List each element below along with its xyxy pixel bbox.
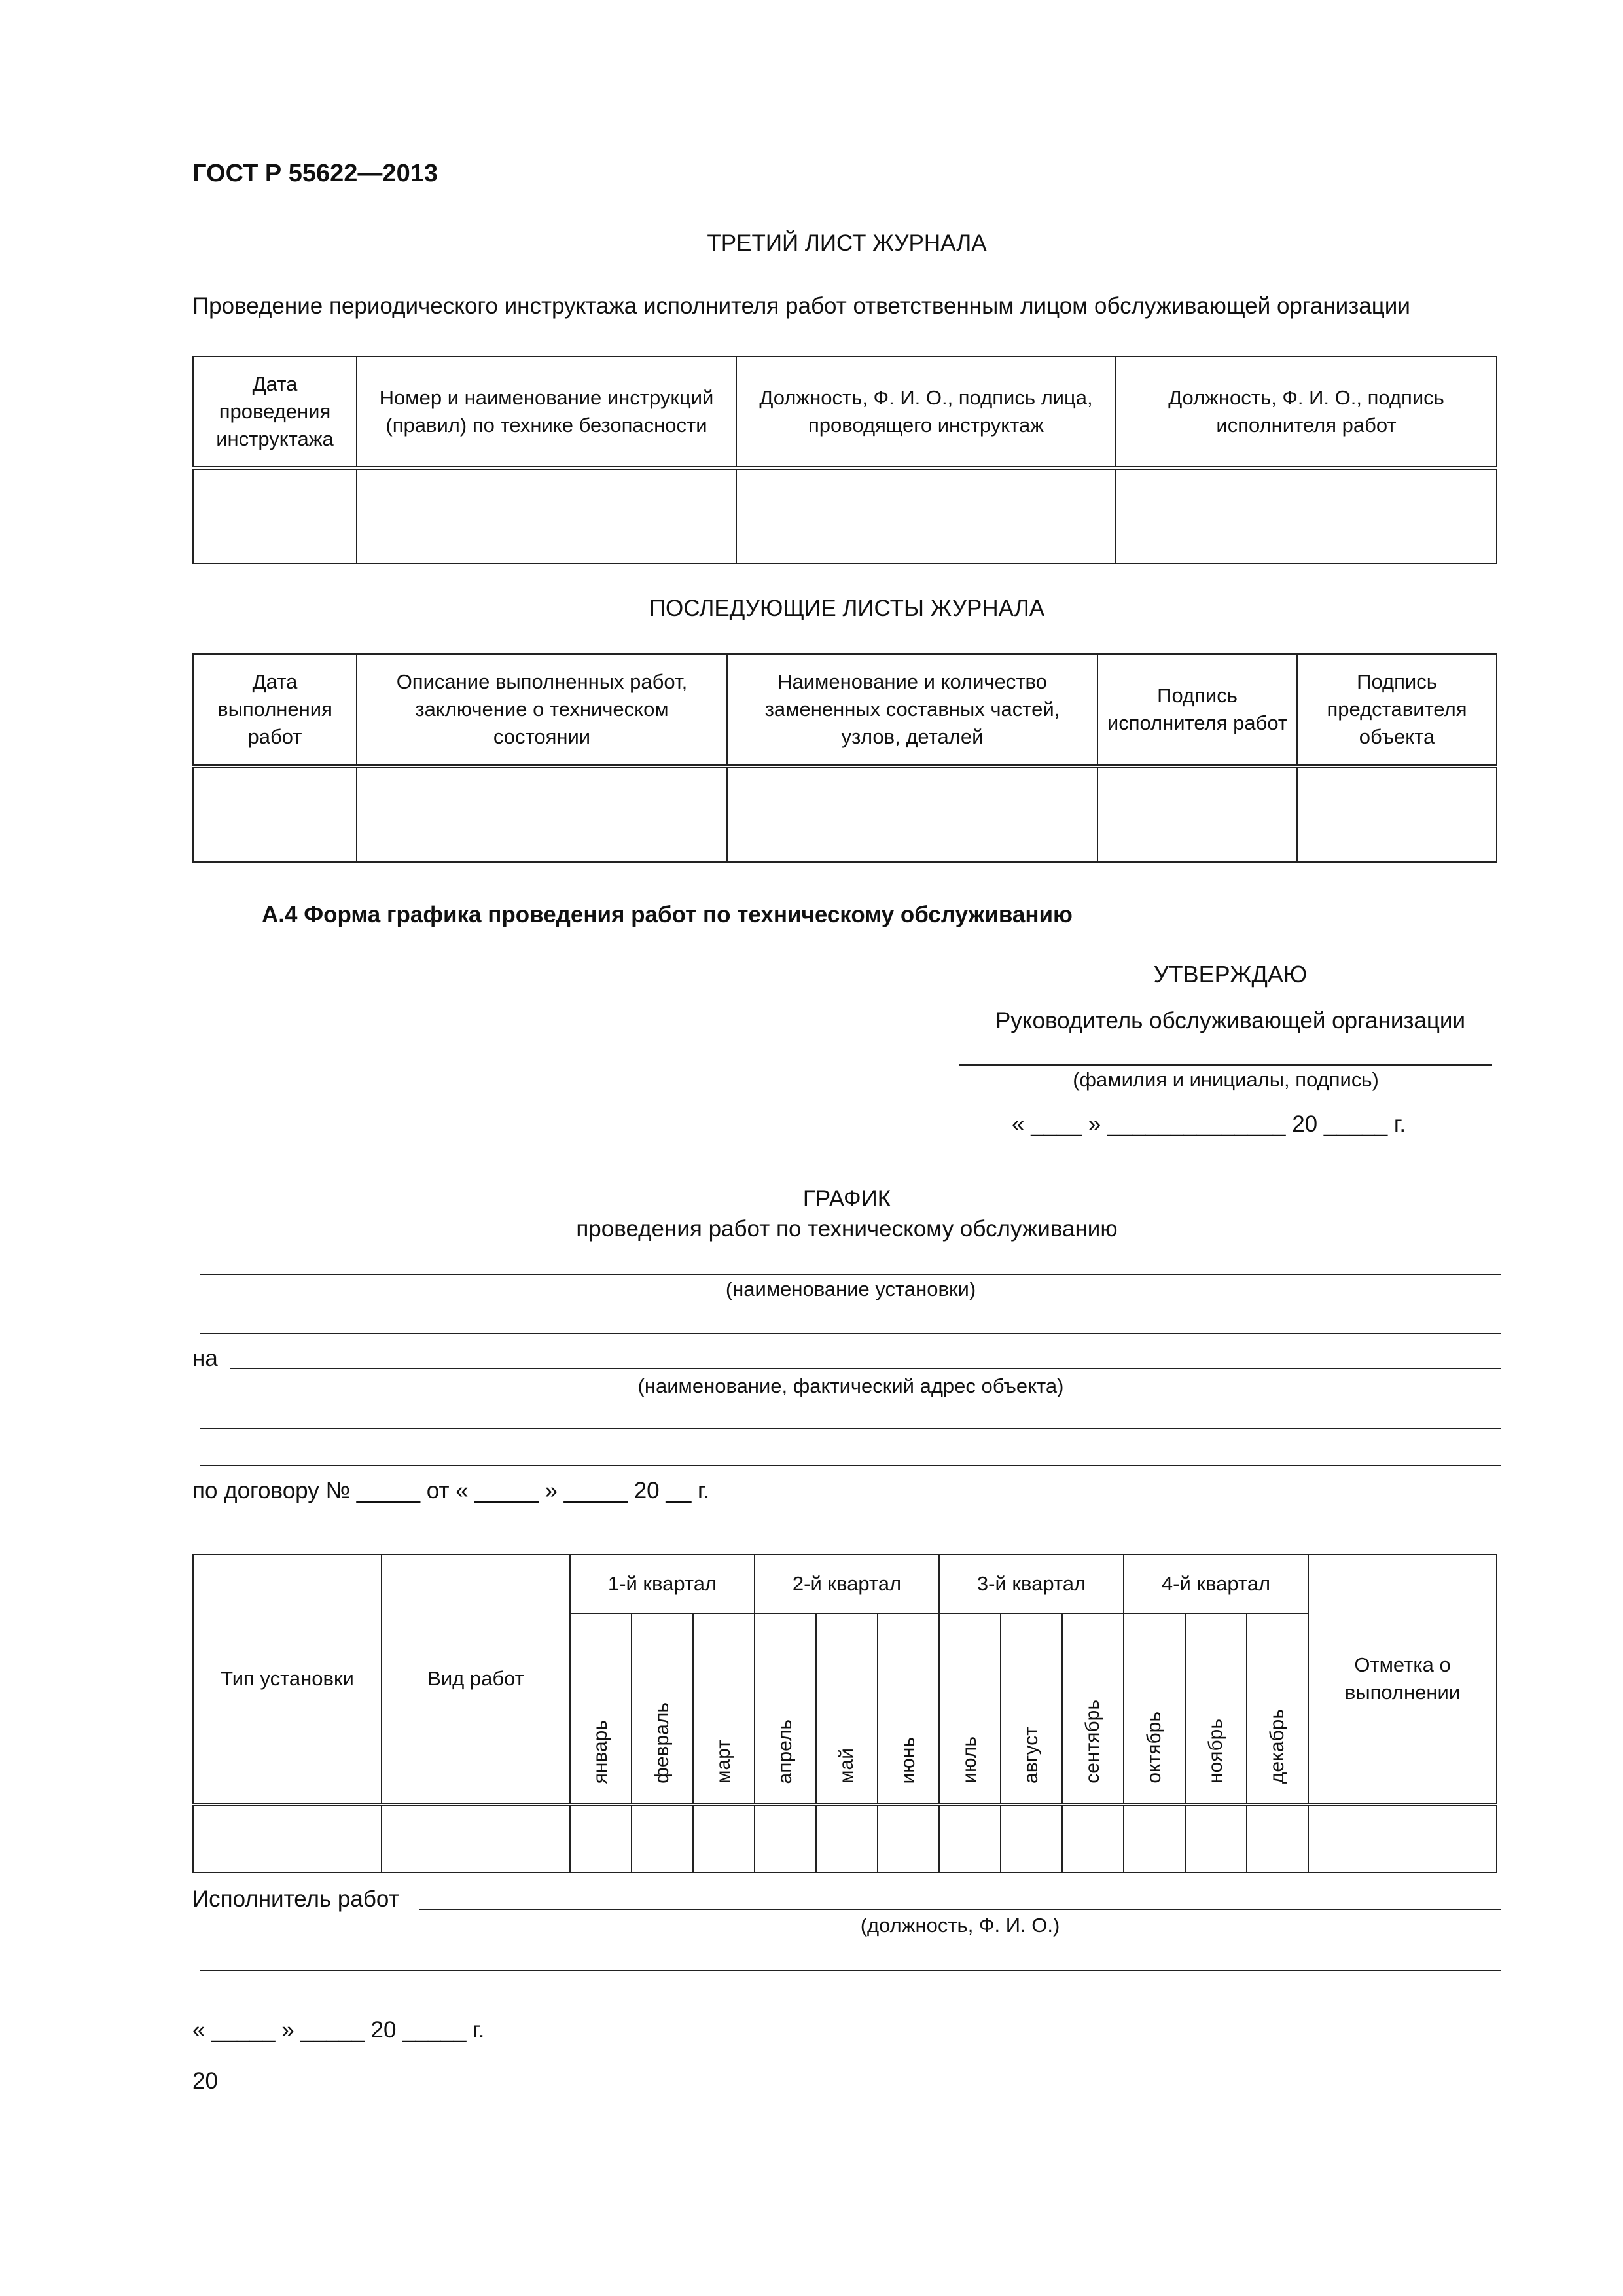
table-cell [1247, 1804, 1308, 1873]
month-label: декабрь [1266, 1708, 1288, 1784]
briefing-table [192, 356, 1497, 564]
col-work-description: Описание выполненных работ, заключение о техническом состоянии [357, 654, 727, 766]
col-object-signature: Подпись представителя объекта [1297, 654, 1497, 766]
installation-line [200, 1274, 1501, 1275]
table-cell [1308, 1804, 1497, 1873]
executor-line-2 [200, 1970, 1501, 1971]
month-label: май [836, 1748, 857, 1784]
approver-position: Руководитель обслуживающей организации [995, 1008, 1466, 1033]
table-cell [878, 1804, 939, 1873]
approver-signature-caption: (фамилия и инициалы, подпись) [1073, 1068, 1379, 1091]
month-june [878, 1613, 939, 1804]
table-cell [727, 766, 1097, 862]
month-label: июнь [897, 1736, 919, 1784]
quarter-4: 4-й квартал [1124, 1554, 1308, 1613]
next-sheets-title: ПОСЛЕДУЮЩИЕ ЛИСТЫ ЖУРНАЛА [649, 596, 1045, 621]
quarter-2: 2-й квартал [755, 1554, 939, 1613]
month-label: февраль [651, 1702, 673, 1784]
table-cell [357, 766, 727, 862]
col-executor: Должность, Ф. И. О., подпись исполнителя работ [1116, 357, 1497, 468]
table-cell [632, 1804, 693, 1873]
table-cell [736, 468, 1116, 564]
executor-label: Исполнитель работ [192, 1886, 399, 1912]
approver-signature-line [959, 1064, 1492, 1066]
month-label: ноябрь [1205, 1719, 1226, 1784]
table-cell [193, 468, 357, 564]
month-november [1185, 1613, 1247, 1804]
month-label: март [713, 1739, 734, 1784]
approve-label: УТВЕРЖДАЮ [1153, 961, 1308, 988]
month-label: январь [590, 1719, 611, 1784]
table-cell [816, 1804, 878, 1873]
third-sheet-intro: Проведение периодического инструктажа исполнителя работ ответственным лицом обслуживающей организации [192, 293, 1410, 319]
col-instructions: Номер и наименование инструкций (правил) по технике безопасности [357, 357, 736, 468]
page-number: 20 [192, 2068, 218, 2094]
month-label: сентябрь [1082, 1700, 1103, 1784]
section-a4-title: А.4 Форма графика проведения работ по техническому обслуживанию [262, 902, 1073, 927]
installation-caption: (наименование установки) [725, 1278, 976, 1300]
table-cell [1001, 1804, 1062, 1873]
schedule-subtitle: проведения работ по техническому обслуживанию [576, 1216, 1118, 1242]
table-cell [1062, 1804, 1124, 1873]
month-february [632, 1613, 693, 1804]
table-cell [193, 766, 357, 862]
month-april [755, 1613, 816, 1804]
works-table [192, 653, 1497, 863]
col-work-date: Дата выполнения работ [193, 654, 357, 766]
month-march [693, 1613, 755, 1804]
table-cell [1116, 468, 1497, 564]
col-completion-mark: Отметка о выполнении [1308, 1554, 1497, 1804]
col-executor-signature: Подпись исполнителя работ [1097, 654, 1297, 766]
quarter-1: 1-й квартал [570, 1554, 755, 1613]
table-cell [755, 1804, 816, 1873]
quarter-3: 3-й квартал [939, 1554, 1124, 1613]
executor-caption: (должность, Ф. И. О.) [860, 1914, 1060, 1937]
month-october [1124, 1613, 1185, 1804]
month-label: апрель [774, 1719, 796, 1784]
table-cell [193, 1804, 382, 1873]
table-cell [357, 468, 736, 564]
executor-date-line: « _____ » _____ 20 _____ г. [192, 2017, 485, 2043]
month-july [939, 1613, 1001, 1804]
month-label: август [1020, 1727, 1042, 1784]
schedule-title: ГРАФИК [802, 1186, 891, 1211]
object-caption: (наименование, фактический адрес объекта) [637, 1374, 1064, 1397]
table-cell [939, 1804, 1001, 1873]
third-sheet-title: ТРЕТИЙ ЛИСТ ЖУРНАЛА [707, 230, 987, 256]
executor-line [419, 1909, 1501, 1910]
on-label: на [192, 1346, 218, 1371]
contract-line: по договору № _____ от « _____ » _____ 20 __ г. [192, 1478, 710, 1503]
table-cell [1124, 1804, 1185, 1873]
document-code: ГОСТ Р 55622—2013 [192, 160, 438, 187]
object-line-3 [200, 1465, 1501, 1466]
month-label: октябрь [1143, 1712, 1165, 1784]
table-cell [1097, 766, 1297, 862]
table-cell [1185, 1804, 1247, 1873]
object-line-2 [200, 1428, 1501, 1429]
table-cell [693, 1804, 755, 1873]
installation-line-2 [200, 1333, 1501, 1334]
schedule-table [192, 1554, 1497, 1873]
col-instructor: Должность, Ф. И. О., подпись лица, проводящего инструктаж [736, 357, 1116, 468]
table-cell [1297, 766, 1497, 862]
approval-date-line: « ____ » ______________ 20 _____ г. [1012, 1111, 1406, 1137]
month-january [570, 1613, 632, 1804]
month-label: июль [959, 1736, 980, 1784]
month-december [1247, 1613, 1308, 1804]
month-august [1001, 1613, 1062, 1804]
table-cell [570, 1804, 632, 1873]
col-installation-type: Тип установки [193, 1554, 382, 1804]
col-replaced-parts: Наименование и количество замененных составных частей, узлов, деталей [727, 654, 1097, 766]
month-may [816, 1613, 878, 1804]
month-september [1062, 1613, 1124, 1804]
col-briefing-date: Дата проведения инструктажа [193, 357, 357, 468]
object-line [230, 1368, 1501, 1369]
col-work-type: Вид работ [382, 1554, 570, 1804]
table-cell [382, 1804, 570, 1873]
